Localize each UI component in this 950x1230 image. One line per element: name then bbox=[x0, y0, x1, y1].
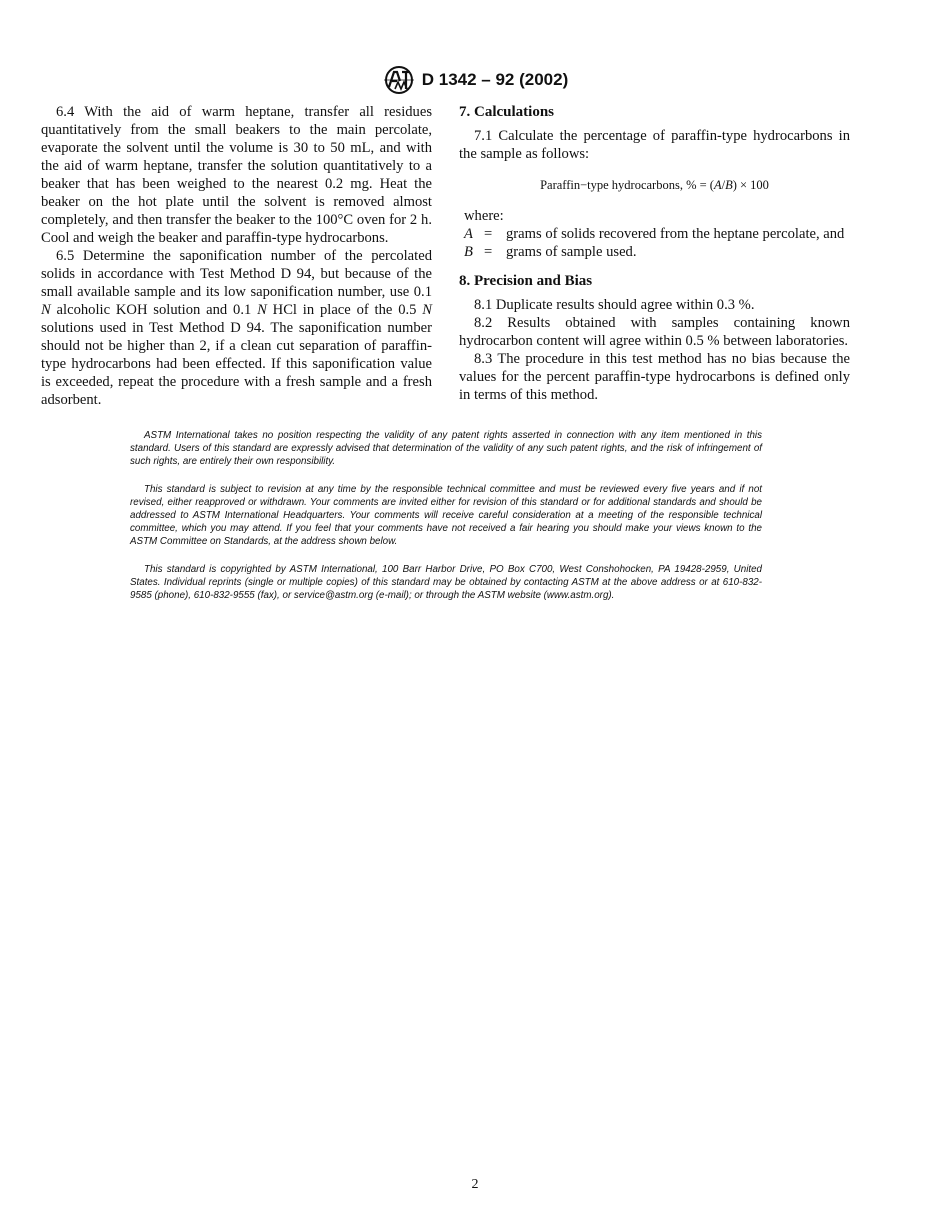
legal-notices bbox=[130, 429, 762, 617]
p6-5-normality-2: N bbox=[257, 302, 267, 318]
p6-5-text-3: HCl in place of the 0.5 bbox=[266, 302, 423, 318]
where-equals: = bbox=[484, 226, 493, 242]
paragraph-8-2: 8.2 Results obtained with samples containing known hydrocarbon content will agree within 0.5 % between laboratories. bbox=[459, 315, 850, 349]
where-definition: grams of solids recovered from the heptane percolate, and bbox=[506, 226, 845, 242]
where-item bbox=[464, 243, 850, 261]
formula-lhs: Paraffin−type hydrocarbons, % = ( bbox=[540, 178, 714, 192]
paragraph-8-1: 8.1 Duplicate results should agree within 0.3 %. bbox=[474, 297, 755, 313]
section-7-heading: 7. Calculations bbox=[459, 104, 555, 120]
astm-logo-icon bbox=[382, 65, 416, 95]
paragraph-8-3: 8.3 The procedure in this test method has no bias because the values for the percent paraffin-type hydrocarbons is defined only in terms of this method. bbox=[459, 351, 850, 403]
where-symbol: A bbox=[464, 226, 473, 242]
page-header bbox=[0, 64, 950, 96]
right-column bbox=[459, 103, 850, 404]
where-definition: grams of sample used. bbox=[506, 244, 637, 260]
paragraph-6-4: 6.4 With the aid of warm heptane, transfer all residues quantitatively from the small beakers to the main percolate, evaporate the solvent until the volume is 30 to 50 mL, and with the aid of warm heptane, transfer the solution quantitatively to a beaker that has been weighed to the nearest 0.2 mg. Heat the beaker on the hot plate until the solvent is removed almost completely, and then transfer the beaker to the 100°C oven for 2 h. Cool and weigh the beaker and paraffin-type hydrocarbons. bbox=[41, 104, 432, 246]
where-block bbox=[464, 207, 850, 261]
section-8-heading: 8. Precision and Bias bbox=[459, 273, 593, 289]
formula-rhs: ) × 100 bbox=[732, 178, 769, 192]
calculation-formula bbox=[459, 177, 850, 193]
formula-slash: / bbox=[721, 178, 726, 192]
p6-5-text-1: 6.5 Determine the saponification number of the percolated solids in accordance with Test Method D 94, but because of the small available sample and its low saponification number, use 0.1 bbox=[41, 248, 432, 300]
revision-notice: This standard is subject to revision at any time by the responsible technical committee and must be reviewed every five years and if not revised, either reapproved or withdrawn. Your comments are invited either for revision of this standard or for additional standards and should be addressed to ASTM International Headquarters. Your comments will receive careful consideration at a meeting of the responsible technical committee, which you may attend. If you feel that your comments have not received a fair hearing you should make your views known to the ASTM Committee on Standards, at the address shown below. bbox=[130, 484, 762, 547]
where-symbol: B bbox=[464, 244, 473, 260]
where-label: where: bbox=[464, 208, 504, 224]
page-number: 2 bbox=[471, 1177, 479, 1192]
copyright-notice: This standard is copyrighted by ASTM International, 100 Barr Harbor Drive, PO Box C700, West Conshohocken, PA 19428-2959, United States. Individual reprints (single or multiple copies) of this standard may be obtained by contacting ASTM at the above address or at 610-832-9585 (phone), 610-832-9555 (fax), or service@astm.org (e-mail); or through the ASTM website (www.astm.org). bbox=[130, 564, 762, 601]
p6-5-normality-3: N bbox=[422, 302, 433, 318]
p6-5-normality-1: N bbox=[41, 302, 51, 318]
document-designation: D 1342 – 92 (2002) bbox=[421, 70, 569, 89]
p6-5-text-4: solutions used in Test Method D 94. The saponification number should not be higher than 2, if a clean cut separation of paraffin-type hydrocarbons had been effected. If this saponification value is exceeded, repeat the procedure with a fresh sample and a fresh adsorbent. bbox=[41, 320, 432, 408]
left-column bbox=[41, 103, 432, 409]
patent-notice: ASTM International takes no position respecting the validity of any patent rights asserted in connection with any item mentioned in this standard. Users of this standard are expressly advised that determination of the validity of any such patent rights, and the risk of infringement of such rights, are entirely their own responsibility. bbox=[130, 430, 762, 467]
where-equals: = bbox=[484, 244, 493, 260]
paragraph-6-5 bbox=[41, 247, 432, 409]
p6-5-text-2: alcoholic KOH solution and 0.1 bbox=[50, 302, 258, 318]
formula-b: B bbox=[725, 178, 733, 192]
paragraph-7-1: 7.1 Calculate the percentage of paraffin-type hydrocarbons in the sample as follows: bbox=[459, 128, 850, 162]
where-item bbox=[464, 225, 850, 243]
formula-a: A bbox=[713, 178, 722, 192]
